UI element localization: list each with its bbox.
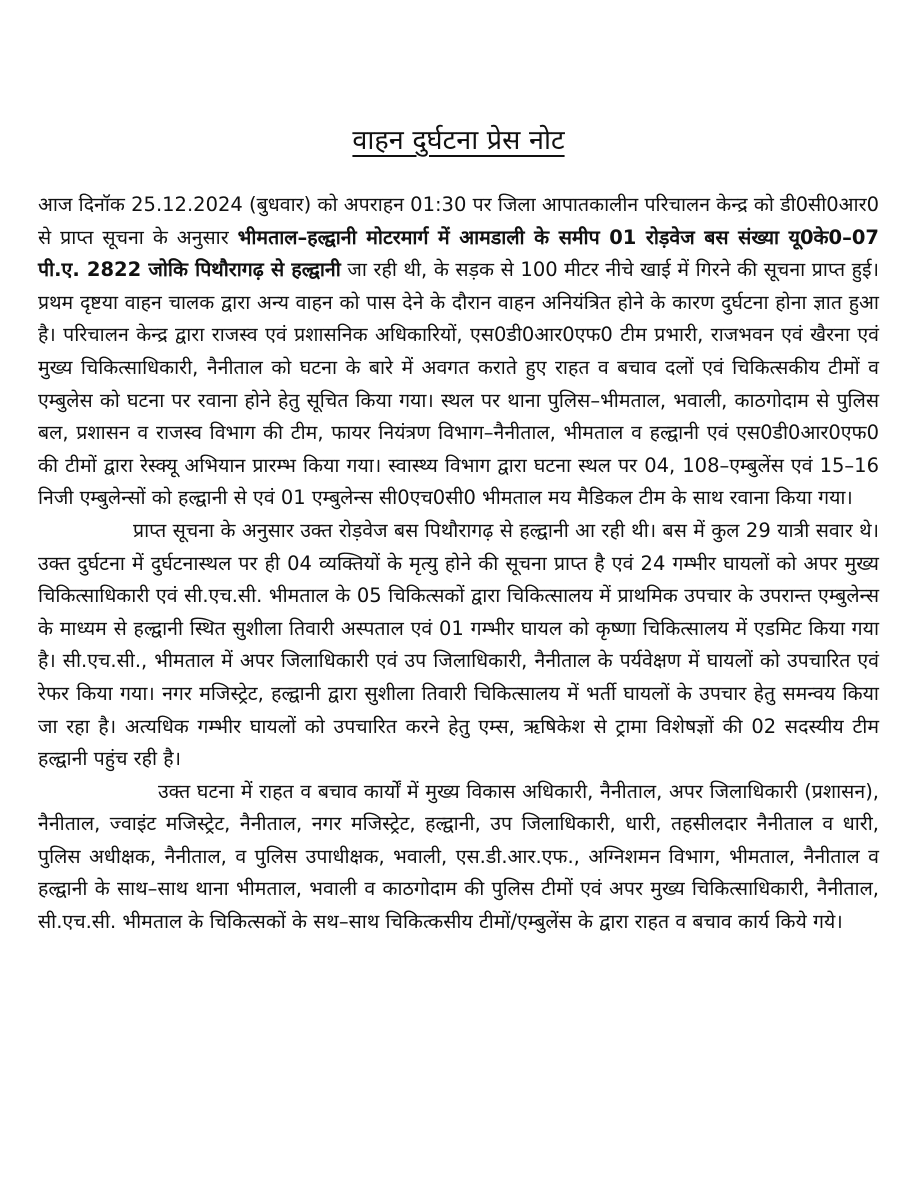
paragraph-1-text-b: जा रही थी, के सड़क से 100 मीटर नीचे खाई में गिरने की सूचना प्राप्त हुई। प्रथम दृष्टया वाहन चालक द्वारा अन्य वाहन को पास देने के दौरान वाहन अनियंत्रित होने के कारण दुर्घटना होना ज्ञात हुआ है। परिचालन केन्द्र द्वारा राजस्व एवं प्रशासनिक अधिकारियों, एस0डी0आर0एफ0 टीम प्रभारी, राजभवन एवं खैरना एवं मुख्य चिकित्साधिकारी, नैनीताल को घटना के बारे में अवगत कराते हुए राहत व बचाव दलों एवं चिकित्सकीय टीमों व एम्बुलेस को घटना पर रवाना होने हेतु सूचित किया गया। स्थल पर थाना पुलिस–भीमताल, भवाली, काठगोदाम से पुलिस बल, प्रशासन व राजस्व विभाग की टीम, फायर नियंत्रण विभाग–नैनीताल, भीमताल व हल्द्वानी एवं एस0डी0आर0एफ0 की टीमों द्वारा रेस्क्यू अभियान प्रारम्भ किया गया। स्वास्थ्य विभाग द्वारा घटना स्थल पर 04, 108–एम्बुलेंस एवं 15–16 निजी एम्बुलेन्सों को हल्द्वानी से एवं 01 एम्बुलेन्स सी0एच0सी0 भीमताल मय मैडिकल टीम के साथ रवाना किया गया।: [38, 258, 879, 510]
paragraph-1: [38, 189, 879, 515]
paragraph-1-text-a: आज दिनॉक 25.12.2024 (बुधवार) को अपराहन 01:30 पर जिला आपातकालीन परिचालन केन्द्र को डी0सी0आर0 से प्राप्त सूचना के अनुसार: [38, 193, 879, 249]
paragraph-1-bold-location: भीमताल–हल्द्वानी मोटरमार्ग में आमडाली के समीप 01 रोड़वेज बस संख्या यू0के0–07 पी.ए. 2822 जोकि पिथौरागढ़ से हल्द्वानी: [38, 225, 879, 282]
paragraph-3: उक्त घटना में राहत व बचाव कार्यों में मुख्य विकास अधिकारी, नैनीताल, अपर जिलाधिकारी (प्रशासन), नैनीताल, ज्वाइंट मजिस्ट्रेट, नैनीताल, नगर मजिस्ट्रेट, हल्द्वानी, उप जिलाधिकारी, धारी, तहसीलदार नैनीताल व धारी, पुलिस अधीक्षक, नैनीताल, व पुलिस उपाधीक्षक, भवाली, एस.डी.आर.एफ., अग्निशमन विभाग, भीमताल, नैनीताल व हल्द्वानी के साथ–साथ थाना भीमताल, भवाली व काठगोदाम की पुलिस टीमों एवं अपर मुख्य चिकित्साधिकारी, नैनीताल, सी.एच.सी. भीमताल के चिकित्सकों के सथ–साथ चिकित्कसीय टीमों/एम्बुलेंस के द्वारा राहत व बचाव कार्य किये गये।: [38, 779, 879, 934]
document-title-text: वाहन दुर्घटना प्रेस नोट: [352, 125, 565, 156]
document-body: [38, 189, 879, 939]
document-title: [0, 124, 917, 158]
paragraph-2: प्राप्त सूचना के अनुसार उक्त रोड़वेज बस पिथौरागढ़ से हल्द्वानी आ रही थी। बस में कुल 29 यात्री सवार थे। उक्त दुर्घटना में दुर्घटनास्थल पर ही 04 व्यक्तियों के मृत्यु होने की सूचना प्राप्त है एवं 24 गम्भीर घायलों को अपर मुख्य चिकित्साधिकारी एवं सी.एच.सी. भीमताल के 05 चिकित्सकों द्वारा चिकित्सालय में प्राथमिक उपचार के उपरान्त एम्बुलेन्स के माध्यम से हल्द्वानी स्थित सुशीला तिवारी अस्पताल एवं 01 गम्भीर घायल को कृष्णा चिकित्सालय में एडमिट किया गया है। सी.एच.सी., भीमताल में अपर जिलाधिकारी एवं उप जिलाधिकारी, नैनीताल के पर्यवेक्षण में घायलों को उपचारित एवं रेफर किया गया। नगर मजिस्ट्रेट, हल्द्वानी द्वारा सुशीला तिवारी चिकित्सालय में भर्ती घायलों के उपचार हेतु समन्वय किया जा रहा है। अत्यधिक गम्भीर घायलों को उपचारित करने हेतु एम्स, ऋषिकेश से ट्रामा विशेषज्ञों की 02 सदस्यीय टीम हल्द्वानी पहुंच रही है।: [38, 518, 879, 771]
